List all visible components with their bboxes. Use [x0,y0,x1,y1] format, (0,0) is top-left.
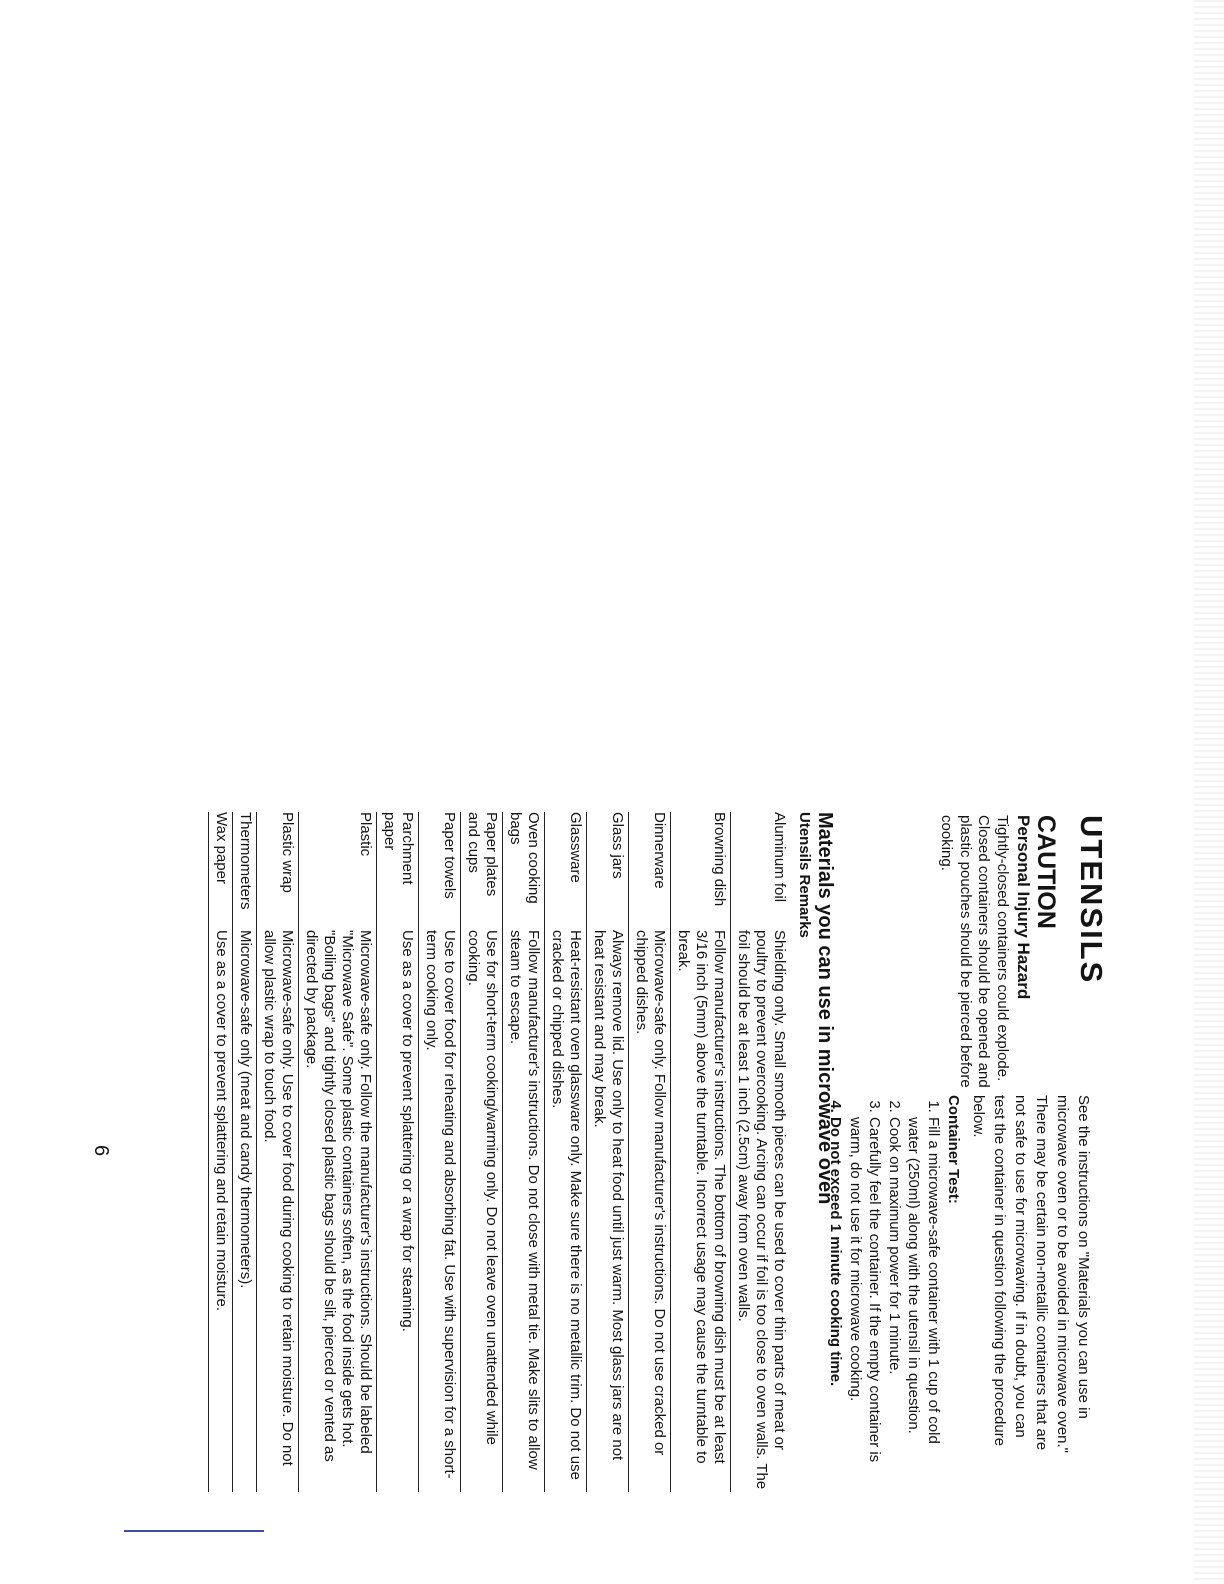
container-test-step: 4. Do not exceed 1 minute cooking time. [826,1117,846,1465]
utensil-name: Paper towels [419,812,461,930]
utensil-name: Dinnerware [629,812,671,930]
utensil-name: Wax paper [209,812,233,930]
utensil-remark: Follow manufacturer's instructions. The bottom of browning dish must be at least 3/16 inch (5mm) above the turntable. Incorrect usage may cause the turntable to break. [671,930,731,1492]
utensil-name: Glassware [545,812,587,930]
table-row [503,812,545,1492]
table-row [461,812,503,1492]
intro-text [968,1095,1094,1465]
intro-paragraph-1: See the instructions on "Materials you can use in microwave oven or to be avoided in microwave oven." [1054,1095,1092,1454]
caution-heading: CAUTION [1032,815,1060,929]
utensil-name: Plastic [299,812,377,930]
caution-box [937,815,1059,1125]
table-row [209,812,233,1492]
scan-edge-strip [1194,0,1224,1584]
caution-subheading: Personal Injury Hazard [1013,815,1033,1000]
blue-mark-line [124,1530,264,1532]
utensil-remark: Use as a cover to prevent splattering or a wrap for steaming. [377,930,419,1492]
page-title: UTENSILS [1074,815,1109,985]
materials-title: Materials you can use in microwave oven [814,812,836,1205]
utensil-remark: Use as a cover to prevent splattering and retain moisture. [209,930,233,1492]
utensil-name: Oven cooking bags [503,812,545,930]
utensil-remark: Microwave-safe only. Use to cover food during cooking to retain moisture. Do not allow plastic wrap to touch food. [257,930,299,1492]
utensil-name: Browning dish [671,812,731,930]
right-column [826,1095,1094,1465]
caution-body: Tightly-closed containers could explode. Closed containers should be opened and plastic pouches should be pierced before cooking. [938,815,1011,1088]
table-row [419,812,461,1492]
utensil-name: Glass jars [587,812,629,930]
utensil-remark: Microwave-safe only (meat and candy thermometers). [233,930,257,1492]
utensil-remark: Microwave-safe only. Follow manufacturer's instructions. Do not use cracked or chipped dishes. [629,930,671,1492]
table-row [257,812,299,1492]
utensil-name: Plastic wrap [257,812,299,930]
left-column [937,815,1109,1125]
utensils-table [208,812,790,1492]
table-row [299,812,377,1492]
table-row [233,812,257,1492]
utensil-remark: Heat-resistant oven glassware only. Make sure there is no metallic trim. Do not use cracked or chipped dishes. [545,930,587,1492]
utensil-remark: Use for short-term cooking/warming only. Do not leave oven unattended while cooking. [461,930,503,1492]
utensil-name: Paper plates and cups [461,812,503,930]
utensil-remark: Microwave-safe only. Follow the manufacturer's instructions. Should be labeled "Microwave Safe". Some plastic containers soften, as the food inside gets hot. "Boiling bags" and tightly closed plastic bags should be slit, pierced or vented as directed by package. [299,930,377,1492]
table-row [671,812,731,1492]
page-number: 6 [90,1145,112,1157]
materials-table-header: Utensils Remarks [796,812,813,938]
table-row [377,812,419,1492]
container-test-step: 3. Carefully feel the container. If the empty container is warm, do not use it for microwave cooking. [846,1117,885,1465]
intro-paragraph-2: There may be certain non-metallic containers that are not safe to use for microwaving. If in doubt, you can test the container in question following the procedure below. [970,1095,1050,1451]
utensil-remark: Shielding only. Small smooth pieces can be used to cover thin parts of meat or poultry to prevent overcooking. Arcing can occur if foil is too close to oven walls. The foil should be at least 1 inch (2.5cm) away from oven walls. [731,930,791,1492]
table-row [545,812,587,1492]
container-test-step: 1. Fill a microwave-safe container with 1 cup of cold water (250ml) along with the utensil in question. [904,1117,943,1465]
utensil-remark: Follow manufacturer's instructions. Do not close with metal tie. Make slits to allow steam to escape. [503,930,545,1492]
container-test-title: Container Test: [945,1095,962,1204]
table-row [731,812,791,1492]
utensil-name: Aluminum foil [731,812,791,930]
materials-section [208,812,836,1492]
container-test-step: 2. Cook on maximum power for 1 minute. [885,1117,905,1465]
utensil-name: Parchment paper [377,812,419,930]
table-row [629,812,671,1492]
container-test-steps [826,1095,943,1465]
utensil-name: Thermometers [233,812,257,930]
utensil-remark: Always remove lid. Use only to heat food until just warm. Most glass jars are not heat resistant and may break. [587,930,629,1492]
utensil-remark: Use to cover food for reheating and absorbing fat. Use with supervision for a short-term cooking only. [419,930,461,1492]
table-row [587,812,629,1492]
